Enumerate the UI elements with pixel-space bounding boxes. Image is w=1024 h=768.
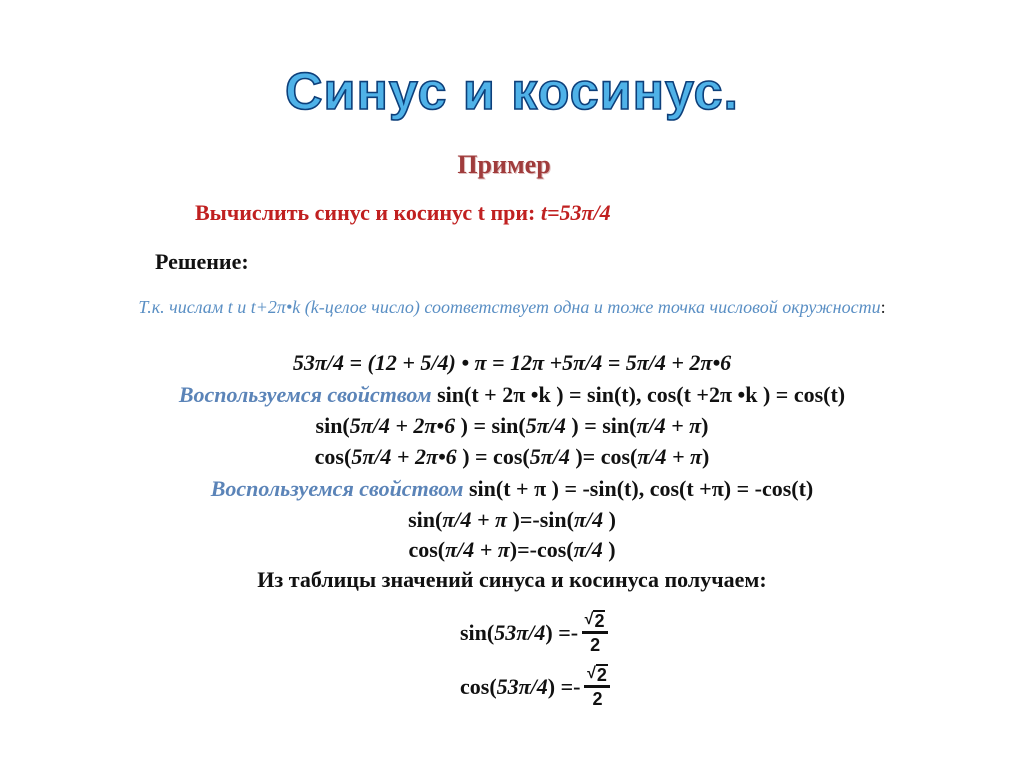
eq-part: ) =	[545, 619, 571, 645]
property-formula-period: sin(t + 2π •k ) = sin(t), cos(t +2π •k ) = cos(t)	[437, 382, 846, 407]
equation-line-6	[0, 507, 1024, 533]
sin-result	[460, 610, 608, 655]
note-colon: :	[880, 297, 886, 317]
eq-part: sin(	[315, 413, 350, 438]
property-label: Воспользуемся свойством	[210, 476, 469, 501]
fraction-denominator: 2	[590, 635, 601, 655]
slide-title: Синус и косинус.	[284, 63, 740, 121]
equation-line-5	[0, 476, 1024, 502]
cos-result	[460, 664, 610, 709]
sqrt-icon: √	[587, 665, 596, 682]
eq-part: ) = sin(	[455, 413, 526, 438]
sqrt2-over-2-fraction	[584, 664, 610, 709]
fraction-bar	[582, 631, 608, 634]
property-formula-shift: sin(t + π ) = -sin(t), cos(t +π) = -cos(t)	[468, 476, 814, 501]
table-lookup-line: Из таблицы значений синуса и косинуса получаем:	[257, 567, 767, 592]
sqrt2-over-2-fraction	[582, 610, 608, 655]
eq-part: ) = sin(	[565, 413, 637, 438]
eq-part: π/4 + π	[445, 537, 510, 562]
eq-part: π/4	[573, 537, 603, 562]
eq-part: ) =	[547, 673, 574, 699]
example-heading: Пример	[457, 150, 551, 179]
property-label: Воспользуемся свойством	[178, 382, 438, 407]
eq-part: 5π/4	[525, 413, 566, 438]
equation-line-2	[0, 382, 1024, 408]
task-value: t=53π/4	[540, 200, 611, 225]
eq-part: )=-sin(	[507, 507, 574, 532]
eq-part: 5π/4	[529, 444, 570, 469]
eq-part: 53π/4	[496, 673, 548, 699]
eq-part: π/4 + π	[636, 413, 702, 438]
eq-part: )	[603, 507, 616, 532]
eq-part: π/4	[573, 507, 604, 532]
task-text: Вычислить синус и косинус t при:	[195, 200, 541, 225]
eq-part: 53π/4	[494, 619, 546, 645]
eq-part: 5π/4 + 2π•6	[349, 413, 456, 438]
eq-part: π/4 + π	[637, 444, 703, 469]
equation-reduction: 53π/4 = (12 + 5/4) • π = 12π +5π/4 = 5π/4 + 2π•6	[292, 350, 732, 375]
eq-part: sin(	[460, 619, 495, 645]
equation-line-3	[0, 413, 1024, 439]
eq-part: )	[702, 444, 710, 469]
eq-part: )	[701, 413, 709, 438]
eq-part: ) = cos(	[456, 444, 530, 469]
minus-sign: -	[573, 673, 581, 699]
note-text: Т.к. числам t и t+2π•k (k-целое число) соответствует одна и тоже точка числовой окружности	[138, 297, 881, 317]
eq-part: )	[602, 537, 616, 562]
eq-part: sin(	[408, 507, 443, 532]
eq-part: π/4 + π	[442, 507, 508, 532]
fraction-denominator: 2	[592, 689, 603, 709]
equation-line-7	[0, 537, 1024, 563]
fraction-numerator	[585, 610, 606, 630]
eq-part: )= cos(	[569, 444, 638, 469]
fraction-numerator	[587, 664, 608, 684]
eq-part: cos(	[408, 537, 446, 562]
radicand: 2	[596, 665, 607, 685]
task-statement	[195, 200, 611, 226]
minus-sign: -	[570, 619, 579, 645]
equation-line-1	[0, 350, 1024, 376]
eq-part: 5π/4 + 2π•6	[351, 444, 457, 469]
solution-label: Решение:	[155, 249, 249, 274]
eq-part: cos(	[314, 444, 352, 469]
fraction-bar	[584, 685, 610, 688]
equation-line-4	[0, 444, 1024, 470]
sqrt-icon: √	[584, 611, 594, 628]
eq-part: cos(	[460, 673, 497, 699]
radicand: 2	[594, 611, 605, 631]
eq-part: )=-cos(	[509, 537, 574, 562]
periodicity-note	[0, 297, 1024, 318]
